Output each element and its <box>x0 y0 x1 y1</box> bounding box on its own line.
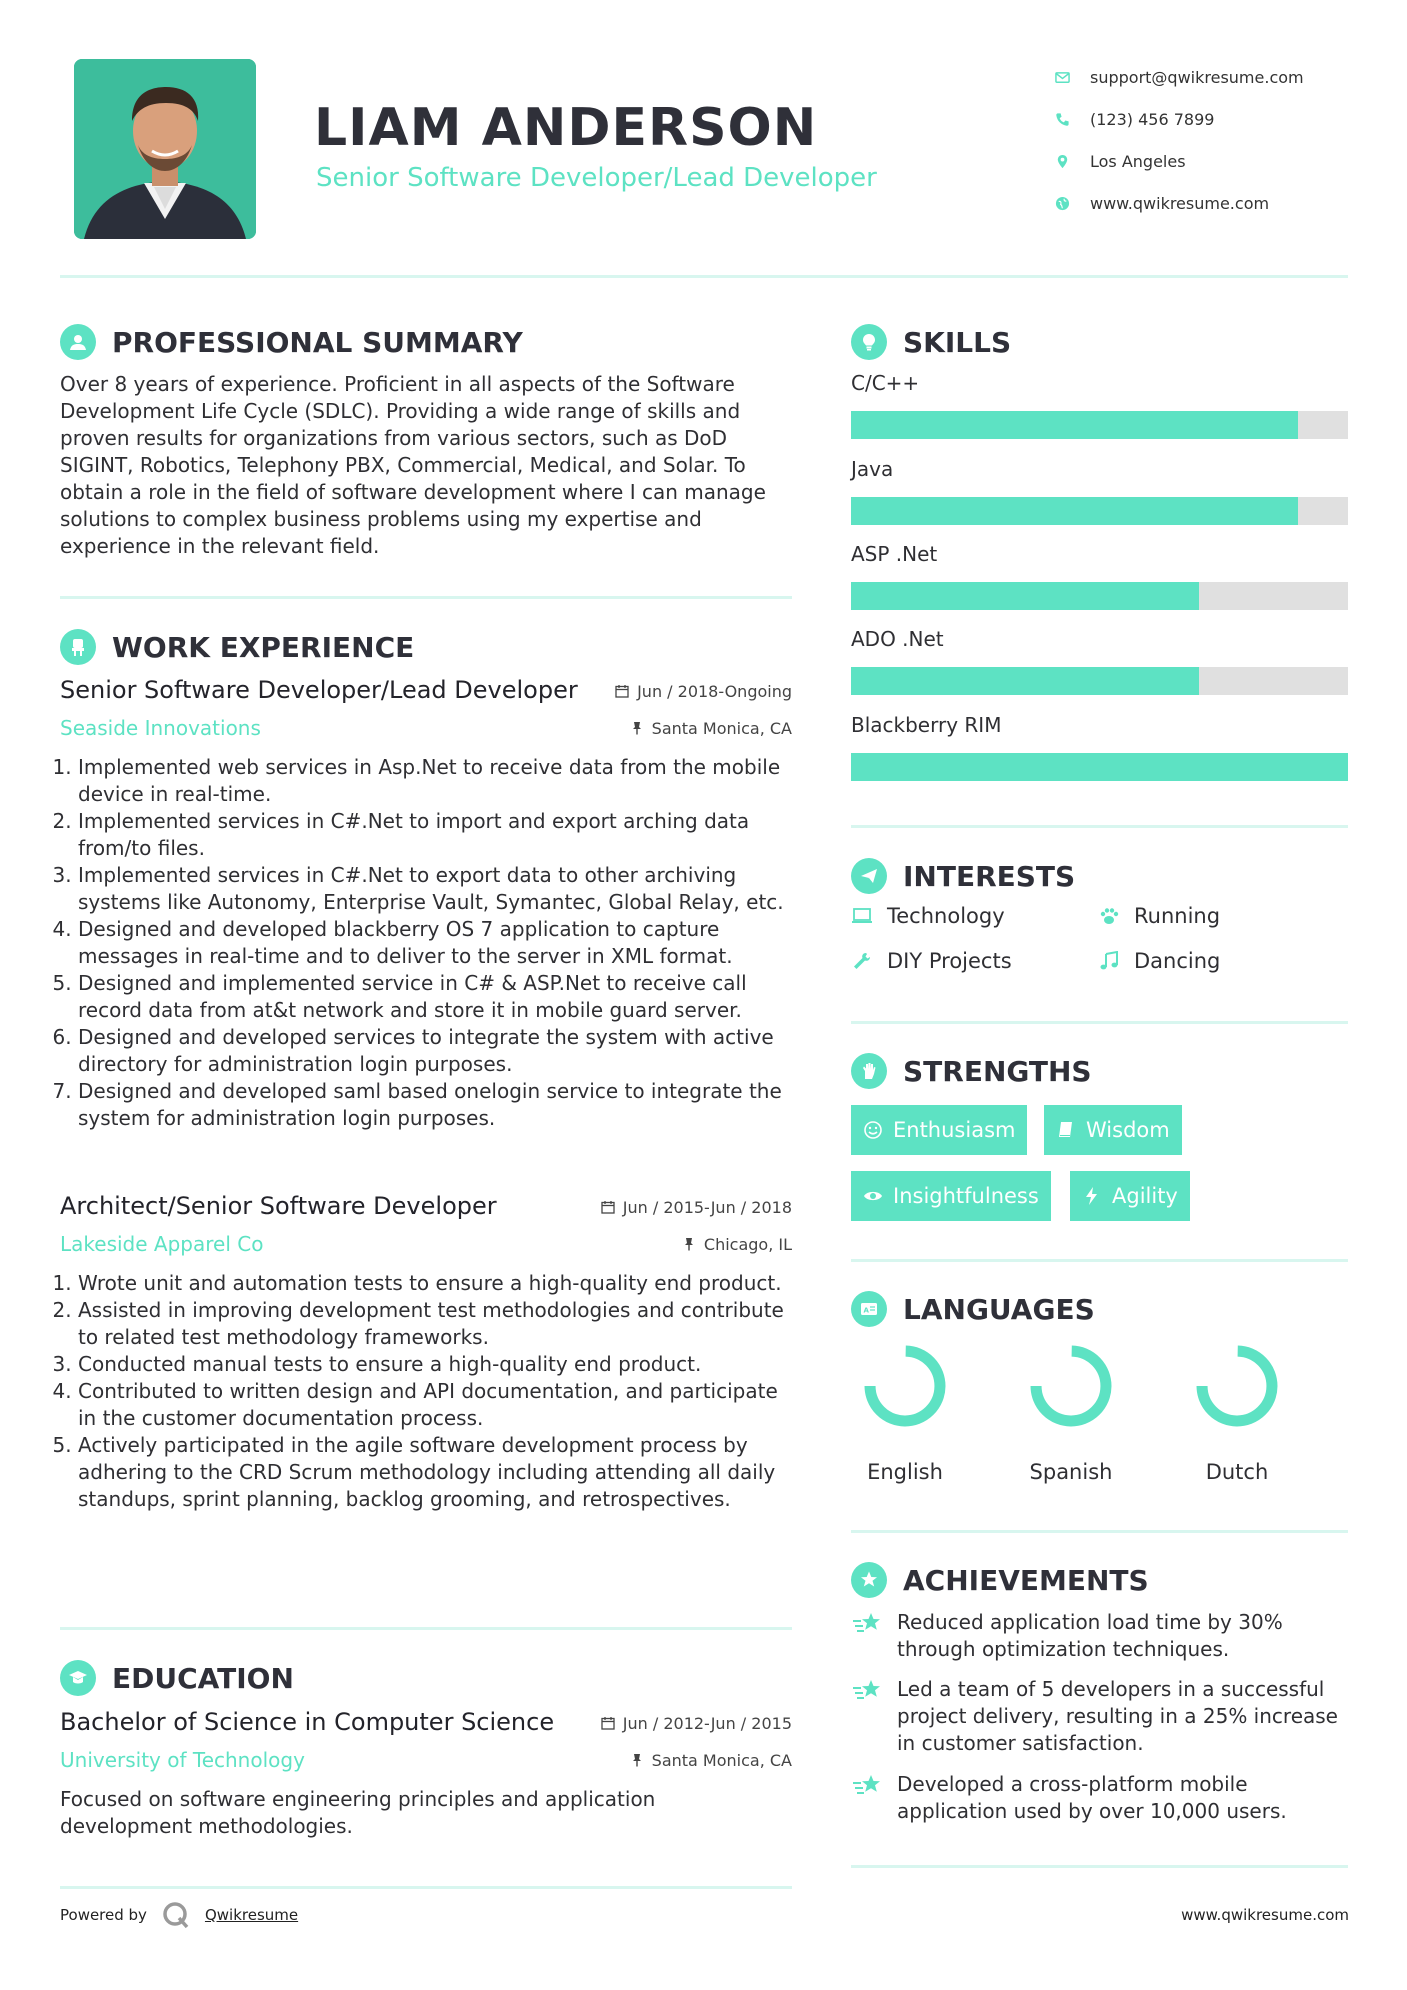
job-title: Senior Software Developer/Lead Developer <box>60 676 578 704</box>
education-location: Santa Monica, CA <box>630 1751 792 1770</box>
skill-bar-fill <box>851 753 1348 781</box>
education-divider <box>60 1886 792 1889</box>
star-badge-icon <box>851 1562 887 1598</box>
contact-phone[interactable]: (123) 456 7899 <box>1055 98 1385 140</box>
envelope-icon <box>1055 70 1070 85</box>
school-name: University of Technology <box>60 1748 305 1772</box>
pushpin-icon <box>682 1237 696 1251</box>
language-label: English <box>867 1460 943 1484</box>
list-item: 5. Actively participated in the agile software development process by adhering to the CRD Scrum methodology including attending all daily standups, sprint planning, backlog grooming, and retrospectives. <box>78 1432 792 1513</box>
interest-item: DIY Projects <box>851 949 1012 973</box>
strength-chip: Enthusiasm <box>851 1105 1027 1155</box>
skills-heading: SKILLS <box>851 324 1011 360</box>
calendar-icon <box>601 1716 615 1730</box>
job-title: Architect/Senior Software Developer <box>60 1192 497 1220</box>
list-item: 2. Assisted in improving development test methodologies and contribute to related test methodology frameworks. <box>78 1297 792 1351</box>
interests-heading: INTERESTS <box>851 858 1075 894</box>
achievement-item: Developed a cross-platform mobile application used by over 10,000 users. <box>851 1771 1361 1825</box>
hand-icon <box>851 1053 887 1089</box>
footer-powered-by: Powered by Qwikresume <box>60 1900 298 1930</box>
job-dates: Jun / 2015-Jun / 2018 <box>601 1198 792 1217</box>
pushpin-icon <box>630 721 644 735</box>
chair-icon <box>60 629 96 665</box>
education-entry <box>60 1708 792 1840</box>
list-item: 3. Conducted manual tests to ensure a high-quality end product. <box>78 1351 792 1378</box>
music-icon <box>1098 951 1120 971</box>
company-name: Seaside Innovations <box>60 716 261 740</box>
skill-bar-fill <box>851 411 1298 439</box>
interest-item: Technology <box>851 904 1005 928</box>
footer-brand-link[interactable]: Qwikresume <box>204 1906 299 1924</box>
list-item: 2. Implemented services in C#.Net to import and export arching data from/to files. <box>78 808 792 862</box>
skill-label: ASP .Net <box>851 542 938 566</box>
languages-heading: A LANGUAGES <box>851 1291 1095 1327</box>
skill-item <box>851 627 1348 695</box>
interest-item: Running <box>1098 904 1220 928</box>
language-label: Spanish <box>1029 1460 1113 1484</box>
contact-website[interactable]: www.qwikresume.com <box>1055 182 1385 224</box>
language-label: Dutch <box>1205 1460 1269 1484</box>
job-location: Chicago, IL <box>682 1235 792 1254</box>
language-gauge <box>859 1340 951 1432</box>
calendar-icon <box>615 684 629 698</box>
skill-label: ADO .Net <box>851 627 944 651</box>
shooting-star-icon <box>851 1609 883 1637</box>
education-heading: EDUCATION <box>60 1660 294 1696</box>
shooting-star-icon <box>851 1771 883 1799</box>
strength-chip: Wisdom <box>1044 1105 1182 1155</box>
skill-bar-track <box>851 411 1348 439</box>
header-divider <box>60 275 1348 278</box>
languages-divider <box>851 1530 1348 1533</box>
job-bullets <box>60 1270 792 1513</box>
education-dates: Jun / 2012-Jun / 2015 <box>601 1714 792 1733</box>
skill-bar-track <box>851 497 1348 525</box>
strength-chip: Insightfulness <box>851 1171 1051 1221</box>
skill-label: Java <box>851 457 894 481</box>
skill-item <box>851 542 1348 610</box>
eye-icon <box>863 1186 883 1206</box>
skill-bar-track <box>851 582 1348 610</box>
calendar-icon <box>601 1200 615 1214</box>
interest-item: Dancing <box>1098 949 1220 973</box>
smile-icon <box>863 1120 883 1140</box>
user-icon <box>60 324 96 360</box>
summary-text: Over 8 years of experience. Proficient in all aspects of the Software Development Life Cycle (SDLC). Providing a wide range of skills and proven results for organizations from various sectors, such as DoD SIGINT, Robotics, Telephony PBX, Commercial, Medical, and Solar. To obtain a role in the field of software development where I can manage solutions to complex business problems using my expertise and experience in the relevant field. <box>60 372 766 558</box>
book-icon <box>1056 1120 1076 1140</box>
skill-bar-fill <box>851 667 1199 695</box>
language-gauge <box>1025 1340 1117 1432</box>
contact-location: Los Angeles <box>1055 140 1385 182</box>
strengths-divider <box>851 1259 1348 1262</box>
company-name: Lakeside Apparel Co <box>60 1232 264 1256</box>
degree-title: Bachelor of Science in Computer Science <box>60 1708 555 1736</box>
skill-bar-fill <box>851 497 1298 525</box>
work-heading: WORK EXPERIENCE <box>60 629 414 665</box>
svg-text:A: A <box>863 1306 869 1315</box>
skill-bar-fill <box>851 582 1199 610</box>
candidate-title: Senior Software Developer/Lead Developer <box>316 163 877 193</box>
qwikresume-logo-icon <box>161 1900 191 1930</box>
strength-chip: Agility <box>1070 1171 1190 1221</box>
education-text: Focused on software engineering principles and application development methodologies. <box>60 1787 656 1838</box>
strengths-heading: STRENGTHS <box>851 1053 1092 1089</box>
wrench-icon <box>851 951 873 971</box>
list-item: 4. Contributed to written design and API documentation, and participate in the customer documentation process. <box>78 1378 792 1432</box>
skill-label: Blackberry RIM <box>851 713 1002 737</box>
contact-email[interactable]: support@qwikresume.com <box>1055 56 1385 98</box>
summary-heading: PROFESSIONAL SUMMARY <box>60 324 523 360</box>
phone-icon <box>1055 112 1070 127</box>
globe-icon <box>1055 196 1070 211</box>
skill-label: C/C++ <box>851 371 920 395</box>
skills-divider <box>851 825 1348 828</box>
list-item: 3. Implemented services in C#.Net to export data to other archiving systems like Autonomy, Enterprise Vault, Symantec, Global Relay, etc. <box>78 862 792 916</box>
interests-divider <box>851 1021 1348 1024</box>
list-item: 4. Designed and developed blackberry OS 7 application to capture messages in real-time and to deliver to the server in XML format. <box>78 916 792 970</box>
achievement-item: Reduced application load time by 30% through optimization techniques. <box>851 1609 1361 1663</box>
summary-divider <box>60 596 792 599</box>
map-pin-icon <box>1055 154 1070 169</box>
work-divider <box>60 1627 792 1630</box>
language-icon <box>851 1291 887 1327</box>
laptop-icon <box>851 906 873 926</box>
language-item <box>1016 1340 1126 1484</box>
skill-bar-track <box>851 667 1348 695</box>
achievements-divider <box>851 1865 1348 1868</box>
graduate-icon <box>60 1660 96 1696</box>
list-item: 1. Wrote unit and automation tests to ensure a high-quality end product. <box>78 1270 792 1297</box>
job-location: Santa Monica, CA <box>630 719 792 738</box>
bolt-icon <box>1082 1186 1102 1206</box>
achievements-heading: ACHIEVEMENTS <box>851 1562 1149 1598</box>
skill-item <box>851 457 1348 525</box>
contact-block <box>1055 56 1385 224</box>
job-dates: Jun / 2018-Ongoing <box>615 682 792 701</box>
shooting-star-icon <box>851 1676 883 1704</box>
list-item: 7. Designed and developed saml based onelogin service to integrate the system for administration login purposes. <box>78 1078 792 1132</box>
pushpin-icon <box>630 1753 644 1767</box>
job-entry <box>60 1192 792 1513</box>
paper-plane-icon <box>851 858 887 894</box>
skill-item <box>851 713 1348 781</box>
skill-bar-track <box>851 753 1348 781</box>
list-item: 1. Implemented web services in Asp.Net to receive data from the mobile device in real-time. <box>78 754 792 808</box>
paw-icon <box>1098 906 1120 926</box>
achievement-item: Led a team of 5 developers in a successful project delivery, resulting in a 25% increase in customer satisfaction. <box>851 1676 1361 1757</box>
lightbulb-icon <box>851 324 887 360</box>
job-entry <box>60 676 792 1132</box>
skill-item <box>851 371 1348 439</box>
language-gauge <box>1191 1340 1283 1432</box>
job-bullets <box>60 754 792 1132</box>
language-item <box>850 1340 960 1484</box>
language-item <box>1182 1340 1292 1484</box>
profile-photo <box>74 59 256 239</box>
footer-website[interactable]: www.qwikresume.com <box>1181 1906 1349 1924</box>
candidate-name: LIAM ANDERSON <box>314 98 818 158</box>
list-item: 6. Designed and developed services to integrate the system with active directory for administration login purposes. <box>78 1024 792 1078</box>
list-item: 5. Designed and implemented service in C# & ASP.Net to receive call record data from at&t network and store it in mobile guard server. <box>78 970 792 1024</box>
